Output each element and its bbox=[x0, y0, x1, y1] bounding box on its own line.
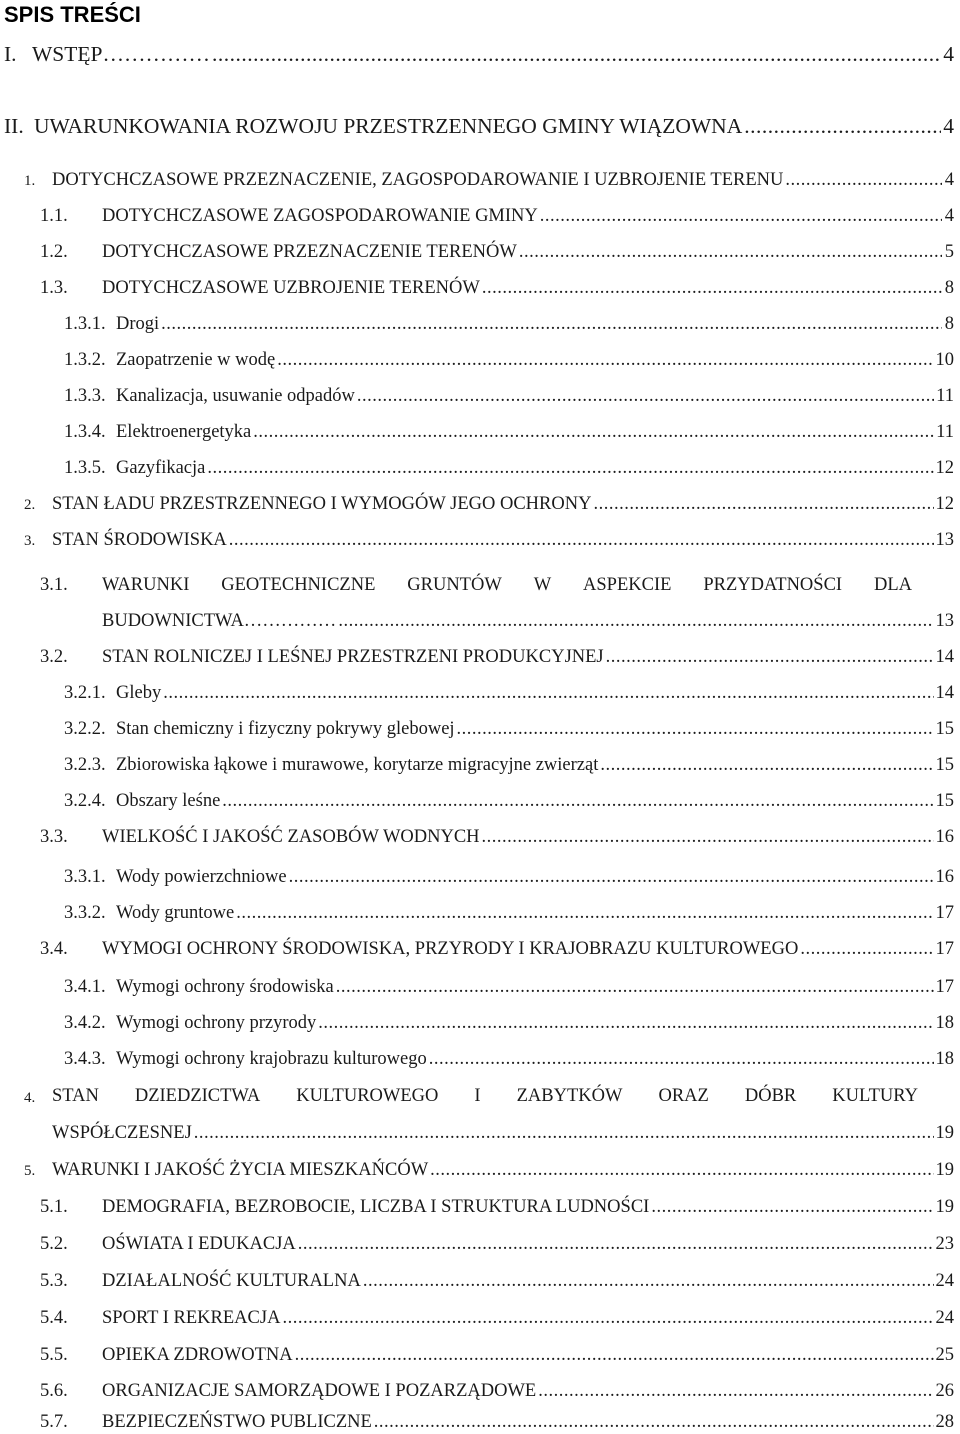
toc-entry[interactable] bbox=[4, 114, 954, 138]
toc-entry-page: 4 bbox=[943, 114, 954, 138]
toc-entry-page: 8 bbox=[944, 278, 954, 298]
toc-entry-leader bbox=[282, 1306, 933, 1330]
toc-entry-leader bbox=[600, 753, 933, 777]
toc-entry-page: 15 bbox=[935, 791, 954, 811]
toc-entry-number: 3.2.3. bbox=[64, 755, 106, 775]
toc-entry-label: STAN ŚRODOWISKA bbox=[52, 530, 227, 550]
toc-entry-label: DOTYCHCZASOWE ZAGOSPODAROWANIE GMINY bbox=[102, 206, 538, 226]
toc-entry-leader bbox=[336, 975, 934, 999]
toc-entry-word: GRUNTÓW bbox=[407, 575, 502, 595]
toc-entry-word: ASPEKCIE bbox=[583, 575, 672, 595]
toc-entry-number: 3.3.2. bbox=[64, 903, 106, 923]
toc-entry-page: 19 bbox=[935, 1160, 954, 1180]
toc-entry-label: BEZPIECZEŃSTWO PUBLICZNE bbox=[102, 1412, 372, 1432]
toc-entry[interactable] bbox=[64, 348, 954, 372]
toc-entry-leader bbox=[357, 384, 934, 408]
toc-entry-page: 5 bbox=[944, 242, 954, 262]
toc-entry-word: KULTUROWEGO bbox=[296, 1086, 439, 1106]
toc-entry-leader bbox=[229, 528, 934, 552]
toc-entry-page: 17 bbox=[935, 903, 954, 923]
toc-entry-leader bbox=[800, 937, 933, 961]
toc-entry-page: 19 bbox=[935, 1197, 954, 1217]
toc-entry-word: WARUNKI bbox=[102, 575, 190, 595]
toc-entry-label-line1 bbox=[52, 1084, 918, 1108]
toc-entry-number: 5.5. bbox=[40, 1345, 68, 1365]
toc-entry-label: DOTYCHCZASOWE PRZEZNACZENIE TERENÓW bbox=[102, 242, 517, 262]
toc-entry-label: WSTĘP…………… bbox=[32, 42, 210, 66]
toc-entry[interactable] bbox=[40, 937, 954, 961]
toc-entry-page: 25 bbox=[935, 1345, 954, 1365]
toc-entry[interactable] bbox=[40, 1306, 954, 1330]
toc-entry-label: Zaopatrzenie w wodę bbox=[116, 350, 276, 370]
toc-entry-number: 3.4.3. bbox=[64, 1049, 106, 1069]
toc-entry-page: 12 bbox=[935, 494, 954, 514]
toc-entry[interactable] bbox=[40, 825, 954, 849]
toc-entry[interactable] bbox=[64, 681, 954, 705]
toc-entry-label: Wody gruntowe bbox=[116, 903, 235, 923]
toc-entry-page: 14 bbox=[935, 683, 954, 703]
toc-entry-number: 3.4.2. bbox=[64, 1013, 106, 1033]
toc-entry[interactable] bbox=[24, 1158, 954, 1182]
toc-entry[interactable] bbox=[24, 528, 954, 552]
toc-entry-label: Wymogi ochrony krajobrazu kulturowego bbox=[116, 1049, 427, 1069]
toc-entry-leader bbox=[457, 717, 934, 741]
toc-entry-label: OŚWIATA I EDUKACJA bbox=[102, 1234, 296, 1254]
toc-entry-label: BUDOWNICTWA…………… bbox=[102, 611, 337, 631]
toc-entry-leader bbox=[482, 276, 942, 300]
toc-entry-word: STAN bbox=[52, 1086, 99, 1106]
toc-entry-page: 18 bbox=[935, 1013, 954, 1033]
toc-entry-leader bbox=[318, 1011, 933, 1035]
toc-entry-label: WARUNKI I JAKOŚĆ ŻYCIA MIESZKAŃCÓW bbox=[52, 1160, 429, 1180]
toc-entry-page: 24 bbox=[935, 1271, 954, 1291]
toc-entry-word: DZIEDZICTWA bbox=[134, 1086, 261, 1106]
toc-entry-page: 12 bbox=[935, 458, 954, 478]
toc-entry[interactable] bbox=[64, 456, 954, 480]
toc-entry-label: DOTYCHCZASOWE PRZEZNACZENIE, ZAGOSPODAROWANIE I UZBROJENIE TERENU bbox=[52, 170, 784, 190]
toc-entry-page: 17 bbox=[935, 939, 954, 959]
toc-entry-page: 23 bbox=[935, 1234, 954, 1254]
toc-entry-label: Zbiorowiska łąkowe i murawowe, korytarze migracyjne zwierząt bbox=[116, 755, 599, 775]
toc-entry[interactable] bbox=[24, 168, 954, 192]
toc-entry-number: 3.2.2. bbox=[64, 719, 106, 739]
toc-entry-page: 19 bbox=[935, 1123, 954, 1143]
toc-entry-word: ZABYTKÓW bbox=[516, 1086, 623, 1106]
toc-entry-label: Gleby bbox=[116, 683, 162, 703]
toc-entry-leader bbox=[374, 1410, 934, 1434]
toc-entry-number: 5.3. bbox=[40, 1271, 68, 1291]
toc-entry-page: 16 bbox=[935, 827, 954, 847]
toc-entry-word: DLA bbox=[873, 575, 912, 595]
toc-entry-leader bbox=[161, 312, 942, 336]
toc-entry-leader bbox=[538, 1379, 933, 1403]
toc-entry-word: I bbox=[474, 1086, 481, 1106]
toc-entry-number: 3.4. bbox=[40, 939, 68, 959]
toc-entry-leader bbox=[253, 420, 934, 444]
toc-entry-number: 1.3. bbox=[40, 278, 68, 298]
toc-entry-label: Obszary leśne bbox=[116, 791, 221, 811]
toc-entry-page: 28 bbox=[935, 1412, 954, 1432]
toc-entry-number: 5.4. bbox=[40, 1308, 68, 1328]
toc-entry[interactable] bbox=[64, 975, 954, 999]
toc-entry-label: DZIAŁALNOŚĆ KULTURALNA bbox=[102, 1271, 361, 1291]
toc-entry-page: 14 bbox=[935, 647, 954, 667]
toc-entry[interactable] bbox=[40, 1379, 954, 1403]
toc-entry-number: 3.2. bbox=[40, 647, 68, 667]
toc-entry[interactable] bbox=[64, 1011, 954, 1035]
toc-entry-number: 3.2.4. bbox=[64, 791, 106, 811]
toc-entry-label: UWARUNKOWANIA ROZWOJU PRZESTRZENNEGO GMINY WIĄZOWNA bbox=[34, 114, 743, 138]
toc-entry[interactable] bbox=[40, 1343, 954, 1367]
toc-entry-leader bbox=[430, 1158, 933, 1182]
toc-entry-page: 24 bbox=[935, 1308, 954, 1328]
toc-entry-leader bbox=[519, 240, 942, 264]
toc-entry-label: STAN ŁADU PRZESTRZENNEGO I WYMOGÓW JEGO OCHRONY bbox=[52, 494, 592, 514]
toc-entry-leader bbox=[163, 681, 933, 705]
toc-entry-word: PRZYDATNOŚCI bbox=[703, 575, 843, 595]
toc-entry[interactable] bbox=[64, 753, 954, 777]
toc-entry-leader bbox=[212, 42, 941, 66]
toc-entry-leader bbox=[338, 609, 933, 633]
toc-entry-line2 bbox=[102, 609, 954, 633]
toc-entry-label: Wymogi ochrony przyrody bbox=[116, 1013, 317, 1033]
toc-entry-leader bbox=[744, 114, 941, 138]
toc-entry-number: 1.1. bbox=[40, 206, 68, 226]
toc-entry-number: 3.4.1. bbox=[64, 977, 106, 997]
toc-entry-number: 3. bbox=[24, 533, 36, 549]
toc-entry-label: WYMOGI OCHRONY ŚRODOWISKA, PRZYRODY I KRAJOBRAZU KULTUROWEGO bbox=[102, 939, 799, 959]
toc-entry-number: 3.3. bbox=[40, 827, 68, 847]
toc-entry-label: Stan chemiczny i fizyczny pokrywy glebowej bbox=[116, 719, 455, 739]
toc-entry-label: WSPÓŁCZESNEJ bbox=[52, 1123, 192, 1143]
toc-entry-word: ORAZ bbox=[658, 1086, 709, 1106]
toc-entry-number: I. bbox=[4, 42, 17, 66]
toc-entry-leader bbox=[429, 1047, 934, 1071]
toc-entry-leader bbox=[785, 168, 942, 192]
toc-entry[interactable] bbox=[64, 901, 954, 925]
toc-entry-page: 4 bbox=[944, 206, 954, 226]
toc-entry-label: Wody powierzchniowe bbox=[116, 867, 287, 887]
toc-entry[interactable] bbox=[40, 1195, 954, 1219]
toc-entry-page: 4 bbox=[943, 42, 954, 66]
toc-entry-number: 1. bbox=[24, 173, 36, 189]
toc-entry-leader bbox=[295, 1343, 934, 1367]
toc-entry-leader bbox=[540, 204, 942, 228]
toc-entry-label: STAN ROLNICZEJ I LEŚNEJ PRZESTRZENI PRODUKCYJNEJ bbox=[102, 647, 604, 667]
toc-entry-leader bbox=[298, 1232, 934, 1256]
toc-entry-page: 15 bbox=[935, 755, 954, 775]
toc-entry[interactable] bbox=[24, 492, 954, 516]
toc-entry-page: 11 bbox=[936, 422, 954, 442]
toc-entry-leader bbox=[222, 789, 933, 813]
toc-entry-leader bbox=[277, 348, 933, 372]
toc-entry-page: 16 bbox=[935, 867, 954, 887]
toc-entry-label: DEMOGRAFIA, BEZROBOCIE, LICZBA I STRUKTURA LUDNOŚCI bbox=[102, 1197, 650, 1217]
toc-entry[interactable] bbox=[64, 717, 954, 741]
toc-entry-page: 10 bbox=[935, 350, 954, 370]
toc-entry-line2 bbox=[52, 1121, 954, 1145]
toc-entry-word: GEOTECHNICZNE bbox=[221, 575, 376, 595]
toc-entry-number: 1.3.5. bbox=[64, 458, 106, 478]
toc-entry-leader bbox=[593, 492, 933, 516]
toc-entry-number: 3.1. bbox=[40, 575, 68, 595]
toc-entry-number: 5. bbox=[24, 1163, 36, 1179]
toc-entry[interactable] bbox=[64, 1047, 954, 1071]
toc-entry-number: 5.1. bbox=[40, 1197, 68, 1217]
toc-entry-number: 1.3.3. bbox=[64, 386, 106, 406]
toc-entry[interactable] bbox=[40, 645, 954, 669]
toc-entry[interactable] bbox=[40, 204, 954, 228]
toc-entry-page: 8 bbox=[944, 314, 954, 334]
toc-entry-label: Elektroenergetyka bbox=[116, 422, 252, 442]
toc-entry-leader bbox=[482, 825, 934, 849]
toc-entry-word: KULTURY bbox=[832, 1086, 918, 1106]
toc-entry-label: Wymogi ochrony środowiska bbox=[116, 977, 334, 997]
toc-entry-page: 18 bbox=[935, 1049, 954, 1069]
toc-entry-word: W bbox=[533, 575, 552, 595]
toc-entry-number: 3.2.1. bbox=[64, 683, 106, 703]
toc-entry[interactable] bbox=[40, 1410, 954, 1434]
toc-entry[interactable] bbox=[64, 312, 954, 336]
toc-entry-page: 13 bbox=[935, 611, 954, 631]
toc-entry-page: 11 bbox=[936, 386, 954, 406]
toc-entry-leader bbox=[651, 1195, 933, 1219]
toc-entry-number: II. bbox=[4, 114, 24, 138]
toc-entry-number: 5.6. bbox=[40, 1381, 68, 1401]
toc-entry-number: 5.2. bbox=[40, 1234, 68, 1254]
toc-entry[interactable] bbox=[64, 789, 954, 813]
toc-entry-label: Gazyfikacja bbox=[116, 458, 206, 478]
toc-entry-page: 17 bbox=[935, 977, 954, 997]
toc-entry-number: 5.7. bbox=[40, 1412, 68, 1432]
toc-entry-page: 13 bbox=[935, 530, 954, 550]
toc-entry-page: 26 bbox=[935, 1381, 954, 1401]
toc-entry[interactable] bbox=[40, 1232, 954, 1256]
toc-entry-label: WIELKOŚĆ I JAKOŚĆ ZASOBÓW WODNYCH bbox=[102, 827, 480, 847]
toc-entry-leader bbox=[207, 456, 933, 480]
toc-entry[interactable] bbox=[40, 276, 954, 300]
toc-entry[interactable] bbox=[64, 420, 954, 444]
toc-title: SPIS TREŚCI bbox=[4, 2, 141, 27]
toc-entry-leader bbox=[194, 1121, 934, 1145]
toc-entry-page: 4 bbox=[944, 170, 954, 190]
toc-entry[interactable] bbox=[64, 865, 954, 889]
toc-entry-label: Drogi bbox=[116, 314, 160, 334]
toc-entry-page: 15 bbox=[935, 719, 954, 739]
toc-entry-leader bbox=[606, 645, 934, 669]
toc-entry-label-line1 bbox=[102, 573, 912, 597]
toc-entry-number: 1.2. bbox=[40, 242, 68, 262]
toc-entry-number: 3.3.1. bbox=[64, 867, 106, 887]
toc-entry-number: 1.3.4. bbox=[64, 422, 106, 442]
toc-entry-label: OPIEKA ZDROWOTNA bbox=[102, 1345, 293, 1365]
toc-entry-number: 4. bbox=[24, 1090, 36, 1106]
toc-entry-leader bbox=[236, 901, 933, 925]
toc-entry-word: DÓBR bbox=[744, 1086, 797, 1106]
toc-entry-label: DOTYCHCZASOWE UZBROJENIE TERENÓW bbox=[102, 278, 480, 298]
toc-entry-number: 2. bbox=[24, 497, 36, 513]
toc-entry-leader bbox=[363, 1269, 934, 1293]
toc-entry-number: 1.3.2. bbox=[64, 350, 106, 370]
toc-entry-label: ORGANIZACJE SAMORZĄDOWE I POZARZĄDOWE bbox=[102, 1381, 537, 1401]
toc-entry[interactable] bbox=[40, 1269, 954, 1293]
toc-entry-leader bbox=[289, 865, 934, 889]
toc-entry[interactable] bbox=[4, 42, 954, 66]
toc-entry-number: 1.3.1. bbox=[64, 314, 106, 334]
toc-entry-label: SPORT I REKREACJA bbox=[102, 1308, 281, 1328]
toc-entry-label: Kanalizacja, usuwanie odpadów bbox=[116, 386, 355, 406]
toc-entry[interactable] bbox=[64, 384, 954, 408]
toc-entry[interactable] bbox=[40, 240, 954, 264]
